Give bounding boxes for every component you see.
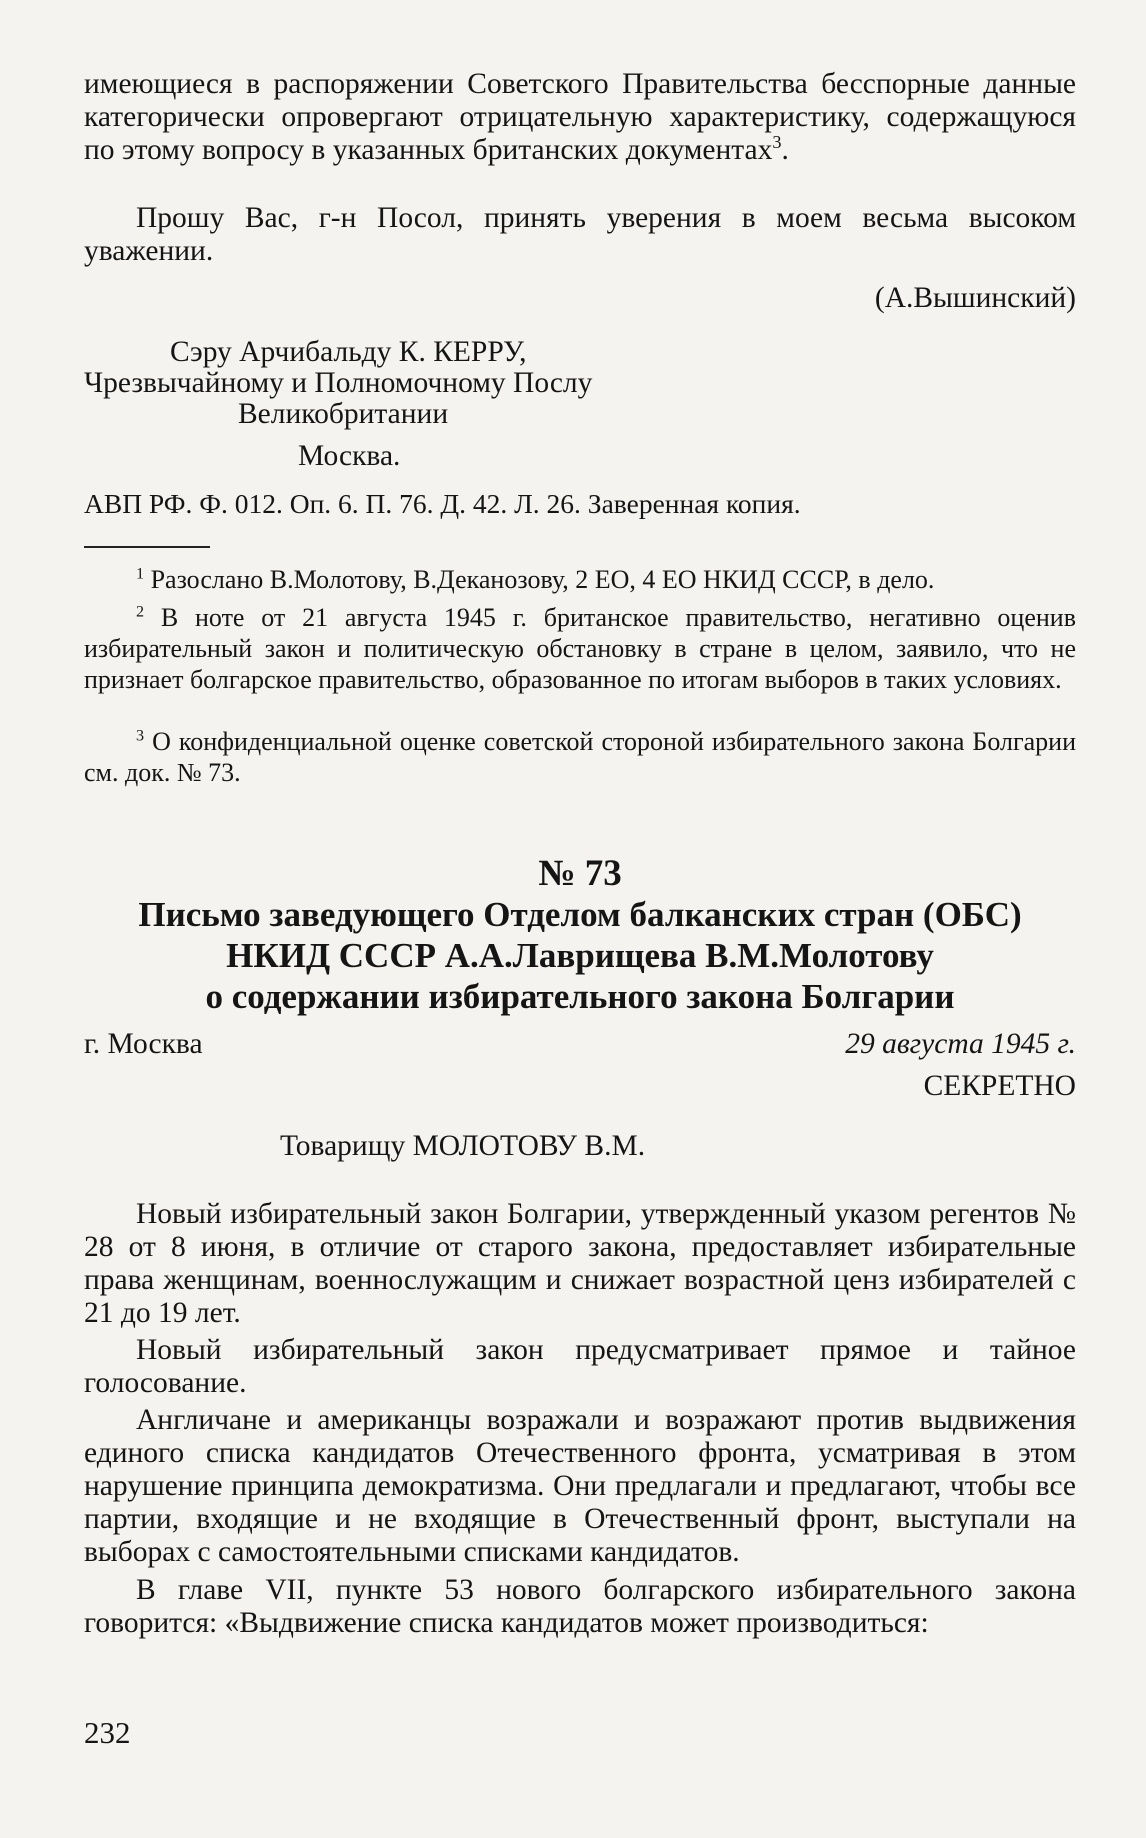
top-paragraph: имеющиеся в распоряжении Советского Правительства бесспорные данные категорически опровергают отрицательную характеристику, содержащуюся по этому вопросу в указанных британских документах$^3$.	[84, 68, 1076, 166]
document-title-line-3: о содержании избирательного закона Болгарии	[205, 977, 955, 1016]
body-paragraph-3: Англичане и американцы возражали и возражают против выдвижения единого списка кандидатов Отечественного фронта, усматривая в этом нарушение принципа демократизма. Они предлагали и предлагают, чтобы все партии, входящие и не входящие в Отечественный фронт, выступали на выборах с самостоятельными списками кандидатов.	[84, 1404, 1076, 1568]
document-title-line-1: Письмо заведующего Отделом балканских стран (ОБС)	[138, 895, 1022, 934]
footnote-ref-3: 3	[772, 132, 782, 153]
addressee-city: Москва.	[298, 440, 401, 472]
footnote-divider	[84, 546, 210, 548]
addressee-line-3: Великобритании	[238, 398, 449, 430]
document-number: № 73	[538, 853, 622, 894]
addressee-line-2: Чрезвычайному и Полномочному Послу	[84, 367, 593, 399]
classification: СЕКРЕТНО	[923, 1070, 1076, 1102]
footnote-2: $^2$ В ноте от 21 августа 1945 г. британское правительство, негативно оценив избирательный закон и политическую обстановку в стране в целом, заявило, что не признает болгарское правительство, образованное по итогам выборов в таких условиях.	[84, 603, 1076, 694]
document-title-line-2: НКИД СССР А.А.Лаврищева В.М.Молотову	[226, 936, 934, 975]
footnote-3: $^3$ О конфиденциальной оценке советской стороной избирательного закона Болгарии см. док. № 73.	[84, 727, 1076, 787]
addressee-line-1: Сэру Арчибальду К. КЕРРУ,	[170, 336, 527, 368]
date: 29 августа 1945 г.	[845, 1028, 1076, 1060]
footnote-1: $^1$ Разослано В.Молотову, В.Деканозову, 2 ЕО, 4 ЕО НКИД СССР, в дело.	[136, 565, 935, 594]
archive-reference: АВП РФ. Ф. 012. Оп. 6. П. 76. Д. 42. Л. 26. Заверенная копия.	[84, 488, 801, 519]
closing-paragraph: Прошу Вас, г-н Посол, принять уверения в моем весьма высоком уважении.	[84, 202, 1076, 267]
page-number: 232	[84, 1715, 131, 1750]
salutation: Товарищу МОЛОТОВУ В.М.	[280, 1130, 646, 1162]
body-paragraph-1: Новый избирательный закон Болгарии, утвержденный указом регентов № 28 от 8 июня, в отличие от старого закона, предоставляет избирательные права женщинам, военнослужащим и снижает возрастной ценз избирателей с 21 до 19 лет.	[84, 1198, 1076, 1329]
body-paragraph-4: В главе VII, пункте 53 нового болгарского избирательного закона говорится: «Выдвижение списка кандидатов может производиться:	[84, 1574, 1076, 1639]
place: г. Москва	[84, 1028, 203, 1060]
signature: (А.Вышинский)	[874, 282, 1076, 314]
body-paragraph-2: Новый избирательный закон предусматривает прямое и тайное голосование.	[84, 1334, 1076, 1399]
